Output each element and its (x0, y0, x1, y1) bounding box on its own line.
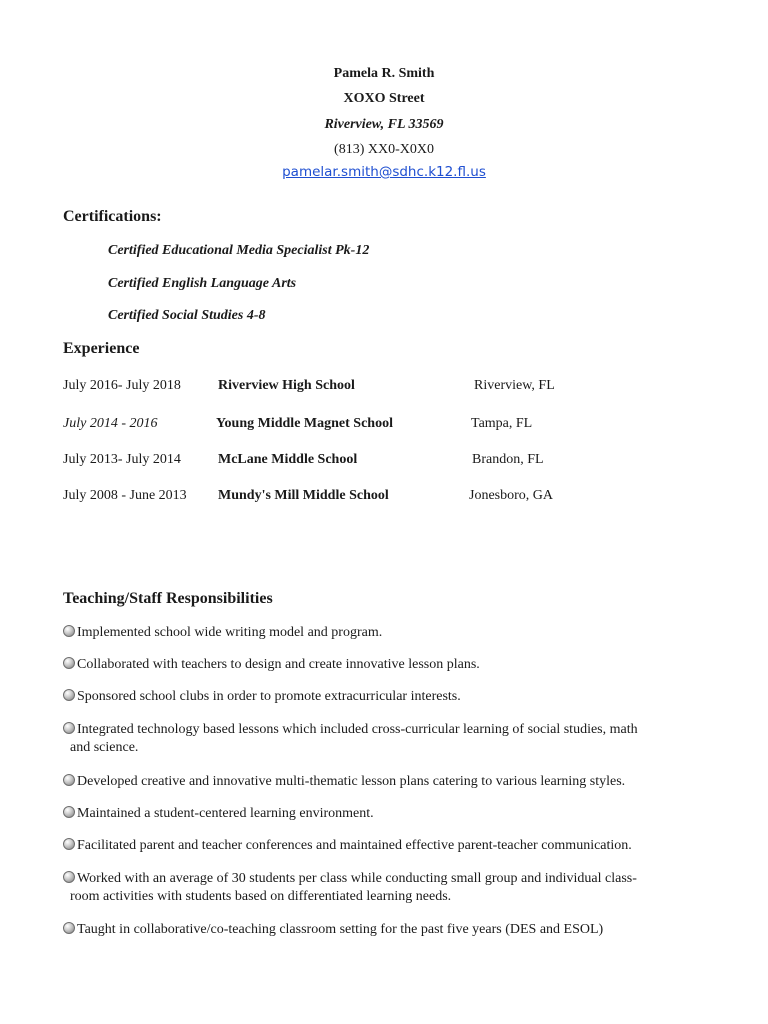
responsibility-text-continued: room activities with students based on differentiated learning needs. (70, 889, 452, 904)
responsibility-text: Integrated technology based lessons which included cross-curricular learning of social studies, math (77, 722, 638, 737)
resume-name: Pamela R. Smith (333, 66, 435, 81)
email-link-text[interactable]: pamelar.smith@sdhc.k12.fl.us (282, 164, 486, 180)
responsibility-text: Taught in collaborative/co-teaching classroom setting for the past five years (DES and ESOL) (77, 922, 604, 937)
email-link[interactable] (0, 164, 768, 180)
responsibility-text: Developed creative and innovative multi-thematic lesson plans catering to various learning styles. (77, 774, 626, 789)
responsibility-item (63, 921, 693, 939)
experience-school: Young Middle Magnet School (216, 416, 393, 431)
experience-row (0, 488, 768, 508)
responsibility-text: Collaborated with teachers to design and create innovative lesson plans. (77, 657, 480, 672)
experience-row (0, 452, 768, 472)
experience-dates: July 2016- July 2018 (63, 378, 181, 393)
address-city: Riverview, FL 33569 (324, 117, 444, 132)
bullet-icon (63, 838, 75, 850)
certification-item: Certified Social Studies 4-8 (108, 308, 266, 323)
experience-school: Mundy's Mill Middle School (218, 488, 389, 503)
address-street: XOXO Street (343, 91, 425, 106)
responsibility-text: Maintained a student-centered learning environment. (77, 806, 374, 821)
experience-dates: July 2014 - 2016 (63, 416, 158, 431)
bullet-icon (63, 657, 75, 669)
experience-location: Jonesboro, GA (469, 488, 553, 503)
bullet-icon (63, 806, 75, 818)
responsibility-text: Worked with an average of 30 students per class while conducting small group and individual class- (77, 871, 637, 886)
experience-dates: July 2013- July 2014 (63, 452, 181, 467)
experience-dates: July 2008 - June 2013 (63, 488, 187, 503)
bullet-icon (63, 722, 75, 734)
responsibility-item (63, 721, 693, 757)
experience-heading: Experience (63, 340, 140, 357)
responsibility-item (63, 656, 693, 674)
experience-row (0, 378, 768, 398)
responsibility-item (63, 773, 693, 791)
responsibility-text-continued: and science. (70, 740, 139, 755)
experience-location: Tampa, FL (471, 416, 533, 431)
phone-number: (813) XX0-X0X0 (334, 142, 434, 157)
certifications-heading: Certifications: (63, 208, 162, 225)
certification-item: Certified Educational Media Specialist Pk-12 (108, 243, 370, 258)
bullet-icon (63, 871, 75, 883)
experience-location: Brandon, FL (472, 452, 544, 467)
bullet-icon (63, 689, 75, 701)
responsibility-item (63, 870, 693, 906)
certification-item: Certified English Language Arts (108, 276, 297, 291)
responsibility-item (63, 837, 693, 855)
responsibilities-heading: Teaching/Staff Responsibilities (63, 590, 273, 607)
experience-row (0, 416, 768, 436)
bullet-icon (63, 774, 75, 786)
responsibility-item (63, 624, 693, 642)
responsibility-text: Facilitated parent and teacher conferences and maintained effective parent-teacher communication. (77, 838, 632, 853)
experience-school: Riverview High School (218, 378, 355, 393)
responsibility-text: Implemented school wide writing model and program. (77, 625, 383, 640)
responsibility-item (63, 688, 693, 706)
bullet-icon (63, 625, 75, 637)
bullet-icon (63, 922, 75, 934)
experience-school: McLane Middle School (218, 452, 358, 467)
experience-location: Riverview, FL (474, 378, 555, 393)
responsibility-item (63, 805, 693, 823)
responsibility-text: Sponsored school clubs in order to promote extracurricular interests. (77, 689, 461, 704)
